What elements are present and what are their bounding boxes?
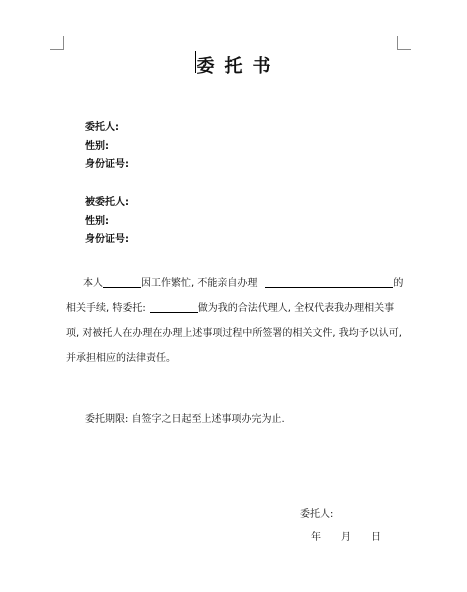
blank-agent-line[interactable] [150,302,198,313]
principal-name-label[interactable]: 委托人: [85,122,119,133]
signature-label[interactable]: 委托人: [300,509,334,520]
crop-mark-top-left [50,36,64,50]
principal-gender-label[interactable]: 性别: [85,141,109,152]
agent-id-label[interactable]: 身份证号: [85,234,129,245]
date-line [311,531,381,545]
principal-id-label[interactable]: 身份证号: [85,159,129,170]
body-text: 的 [393,278,404,289]
agent-name-label[interactable]: 被委托人: [85,197,129,208]
body-text: 做为我的合法代理人, 全权代表我办理相关事 [197,303,395,314]
date-month: 月 [341,532,351,543]
date-year: 年 [311,532,321,543]
body-line-2 [66,302,394,316]
body-line-4: 并承担相应的法律责任。 [66,353,176,364]
agent-gender-label[interactable]: 性别: [85,216,109,227]
body-line-3: 项, 对被托人在办理在办理上述事项过程中所签署的相关文件, 我均予以认可, [66,328,402,339]
entrust-period[interactable]: 委托期限: 自签字之日起至上述事项办完为止. [85,414,285,425]
date-day: 日 [371,532,381,543]
blank-matter-line[interactable] [265,277,393,288]
body-line-1 [83,277,403,291]
document-title[interactable]: 委托书 [196,56,281,77]
body-text: 本人 [83,278,103,289]
crop-mark-top-right [397,36,411,50]
blank-name-line[interactable] [103,277,141,288]
body-text: 相关手续, 特委托: [66,303,146,314]
body-text: 因工作繁忙, 不能亲自办理 [141,278,258,289]
